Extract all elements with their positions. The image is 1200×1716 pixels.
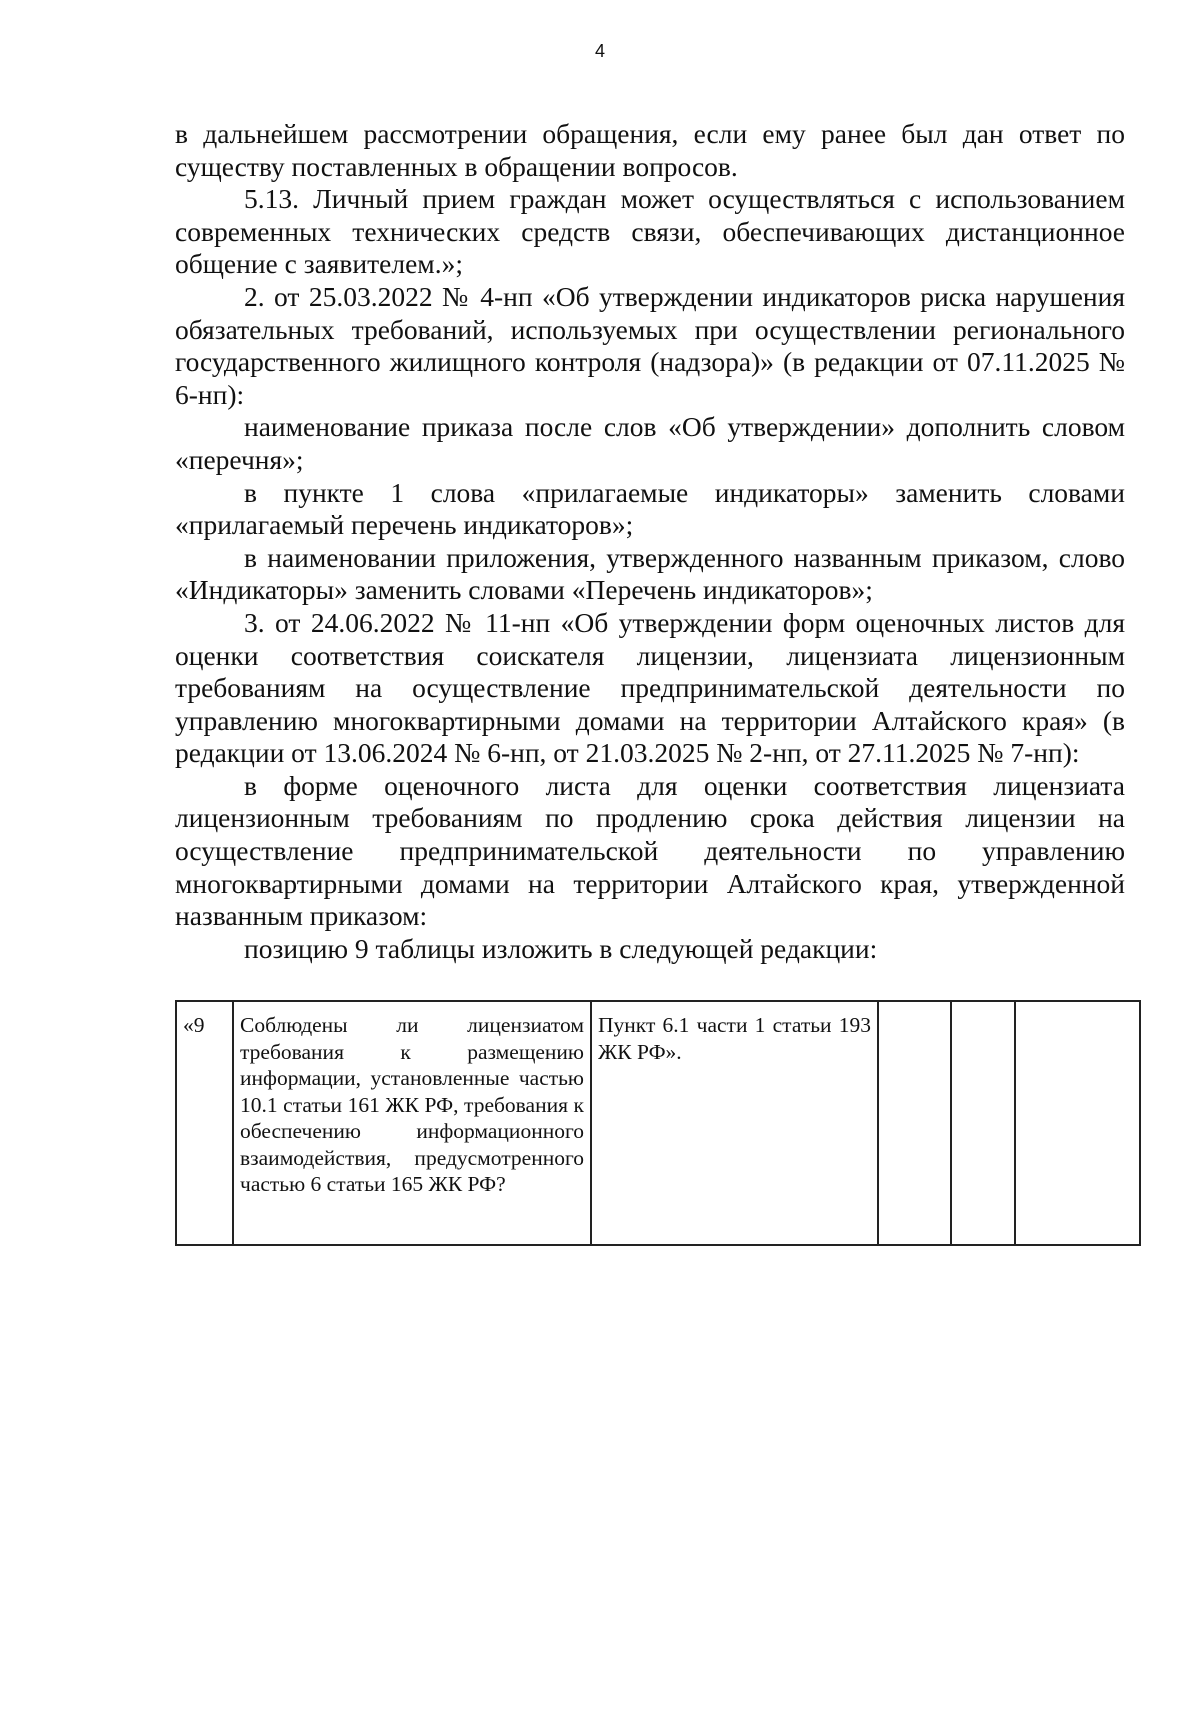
table-row [176,1001,1140,1245]
page-number: 4 [594,41,605,61]
table-cell-question: Соблюдены ли лицензиатом требования к размещению информации, установленные частью 10.1 статьи 161 ЖК РФ, требования к обеспечению информационного взаимодействия, предусмотренного частью 6 статьи 165 ЖК РФ? [233,1001,591,1245]
paragraph-evaluation-form: в форме оценочного листа для оценки соответствия лицензиата лицензионным требованиям по продлению срока действия лицензии на осуществление предпринимательской деятельности по управлению многоквартирными домами на территории Алтайского края, утвержденной названным приказом: [175,769,1125,932]
table-cell-empty-5 [951,1001,1015,1245]
document-body [175,118,1125,965]
table-cell-empty-4 [878,1001,951,1245]
paragraph-item-2: 2. от 25.03.2022 № 4-нп «Об утверждении индикаторов риска нарушения обязательных требований, используемых при осуществлении регионального государственного жилищного контроля (надзора)» (в редакции от 07.11.2025 № 6-нп): [175,280,1125,410]
table-cell-number: «9 [176,1001,233,1245]
paragraph-item-5-13: 5.13. Личный прием граждан может осуществляться с использованием современных технических средств связи, обеспечивающих дистанционное общение с заявителем.»; [175,183,1125,280]
table-cell-empty-6 [1015,1001,1140,1245]
paragraph-appendix-title-change: в наименовании приложения, утвержденного названным приказом, слово «Индикаторы» заменить словами «Перечень индикаторов»; [175,541,1125,606]
amendment-table [175,1000,1141,1246]
paragraph-point-1-change: в пункте 1 слова «прилагаемые индикаторы» заменить словами «прилагаемый перечень индикаторов»; [175,476,1125,541]
paragraph-item-3: 3. от 24.06.2022 № 11-нп «Об утверждении форм оценочных листов для оценки соответствия соискателя лицензии, лицензиата лицензионным требованиям на осуществление предпринимательской деятельности по управлению многоквартирными домами на территории Алтайского края» (в редакции от 13.06.2024 № 6-нп, от 21.03.2025 № 2-нп, от 27.11.2025 № 7-нп): [175,606,1125,769]
paragraph-order-title-change: наименование приказа после слов «Об утверждении» дополнить словом «перечня»; [175,411,1125,475]
paragraph-table-position-9: позицию 9 таблицы изложить в следующей редакции: [244,932,878,964]
table-cell-reference: Пункт 6.1 части 1 статьи 193 ЖК РФ». [591,1001,878,1245]
paragraph-continuation: в дальнейшем рассмотрении обращения, если ему ранее был дан ответ по существу поставленных в обращении вопросов. [175,118,1125,182]
